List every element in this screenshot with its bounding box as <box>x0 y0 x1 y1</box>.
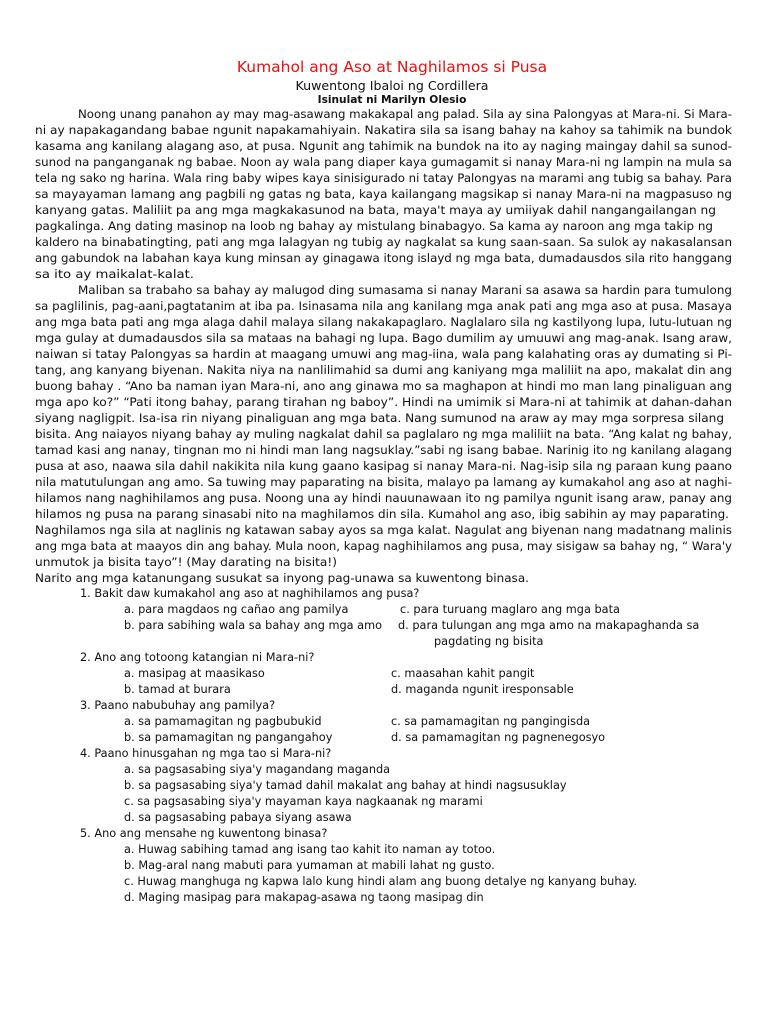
q5-option-c: c. Huwag manghuga ng kapwa lalo kung hindi alam ang buong detalye ng kanyang buhay. <box>124 875 638 888</box>
q5-option-b: b. Mag-aral nang mabuti para yumaman at mabili lahat ng gusto. <box>124 859 495 872</box>
q3-option-c: c. sa pamamagitan ng pangingisda <box>391 715 591 728</box>
story-line: siyang nagligpit. Isa-isa rin niyang pinaliguan ang mga bata. Nang sumunod na araw ay may mga sorpresa silang <box>35 411 724 425</box>
q4-option-c: c. sa pagsasabing siya'y mayaman kaya nagkaanak ng marami <box>124 795 483 808</box>
story-line: sa ito ay maikalat-kalat. <box>35 267 194 281</box>
story-title: Kumahol ang Aso at Naghilamos si Pusa <box>236 58 548 76</box>
story-line: Maliban sa trabaho sa bahay ay malugod ding sumasama si nanay Marani sa asawa sa hardin para tumulong <box>78 283 732 297</box>
q2-option-a: a. masipag at maasikaso <box>124 667 265 680</box>
q4-option-a: a. sa pagsasabing siya'y magandang maganda <box>124 763 391 776</box>
q1-option-c: c. para turuang maglaro ang mga bata <box>400 603 620 616</box>
story-line: tang, ang kanyang biyenan. Nakita niya na nanlilimahid sa dumi ang kaniyang mga maliliit na apo, makalat din ang <box>35 363 732 377</box>
question-3: 3. Paano nabubuhay ang pamilya? <box>80 699 276 712</box>
q4-option-b: b. sa pagsasabing siya'y tamad dahil makalat ang bahay at hindi nagsusuklay <box>124 779 567 792</box>
q3-option-b: b. sa pamamagitan ng pangangahoy <box>124 731 333 744</box>
story-line: sa mayayaman lamang ang pagbili ng gatas ng bata, kaya kailangang magsikap si nanay Mara-ni na magpasuso ng <box>35 187 732 201</box>
question-4: 4. Paano hinusgahan ng mga tao si Mara-ni? <box>80 747 332 760</box>
story-line: ang gabundok na labahan kaya kung minsan ay ginagawa itong islayd ng mga bata, dumadausdos sila rito hanggang <box>35 251 732 265</box>
story-line: nila matutulungan ang amo. Sa tuwing may paparating na bisita, malayo pa lamang ay kumakahol ang aso at naghi- <box>35 475 732 489</box>
story-line: bisita. Ang naiayos niyang bahay ay muling nagkalat dahil sa paglalaro ng mga maliliit na bata. “Ang kalat ng bahay, <box>35 427 732 441</box>
story-line: kaldero na binabatingting, pati ang mga lalagyan ng tubig ay nagkalat sa kung saan-saan. Sa sulok ay nakasalansan <box>35 235 733 249</box>
story-line: tela ng sako ng harina. Wala ring baby wipes kaya sinisigurado ni tatay Palongyas na marami ang tubig sa bahay. Para <box>35 171 732 185</box>
story-line: buong bahay . “Ano ba naman iyan Mara-ni, ano ang ginawa mo sa maghapon at hindi mo man lang pinaliguan ang <box>35 379 733 393</box>
question-2: 2. Ano ang totoong katangian ni Mara-ni? <box>80 651 315 664</box>
q2-option-b: b. tamad at burara <box>124 683 231 696</box>
q3-option-a: a. sa pamamagitan ng pagbubukid <box>124 715 322 728</box>
question-1: 1. Bakit daw kumakahol ang aso at naghihilamos ang pusa? <box>80 587 420 600</box>
story-author: Isinulat ni Marilyn Olesio <box>317 94 467 106</box>
question-5: 5. Ano ang mensahe ng kuwentong binasa? <box>80 827 328 840</box>
story-line: tamad kasi ang nanay, tingnan mo ni hindi man lang nagsuklay.”sabi ng isang babae. Narinig ito ng kanilang alagang <box>35 443 732 457</box>
q5-option-d: d. Maging masipag para makapag-asawa ng taong masipag din <box>124 891 484 904</box>
q5-option-a: a. Huwag sabihing tamad ang isang tao kahit ito naman ay totoo. <box>124 843 496 856</box>
q1-option-a: a. para magdaos ng cañao ang pamilya <box>124 603 349 616</box>
story-line: kasama ang kanilang alagang aso, at pusa. Ngunit ang tahimik na bundok na ito ay naging maingay dahil sa sunod- <box>35 139 732 153</box>
story-line: sa paglilinis, pag-aani,pagtatanim at iba pa. Isinasama nila ang kanilang mga anak pati ang mga aso at pusa. Masaya <box>35 299 732 313</box>
story-line: naiwan si tatay Palongyas sa hardin at maagang umuwi ang mag-iina, wala pang kalahating oras ay dumating si Pi- <box>35 347 732 361</box>
story-line: hilamos ng pusa na parang sinasabi nito na maghilamos din sila. Kumahol ang aso, ibig sabihin ay may paparating. <box>35 507 729 521</box>
story-line: ang mga bata pati ang mga alaga dahil malaya silang nakakapaglaro. Naglalaro sila ng kastilyong lupa, lutu-lutuan ng <box>35 315 732 329</box>
story-line: kanyang gatas. Maliliit pa ang mga magkakasunod na bata, maya't maya ay umiiyak dahil nangangailangan ng <box>35 203 716 217</box>
story-line: ang mga bata at maayos din ang bahay. Mula noon, kapag naghihilamos ang pusa, may sisigaw sa bahay ng, “ Wara'y <box>35 539 732 553</box>
q2-option-c: c. maasahan kahit pangit <box>391 667 535 680</box>
q1-option-d: d. para tulungan ang mga amo na makapaghanda sa <box>398 619 700 632</box>
q4-option-d: d. sa pagsasabing pabaya siyang asawa <box>124 811 352 824</box>
story-line: unmutok ja bisita tayo”! (May darating na bisita!) <box>35 555 337 569</box>
story-subtitle: Kuwentong Ibaloi ng Cordillera <box>295 78 489 93</box>
story-line: pagkalinga. Ang dating masinop na loob ng bahay ay mistulang binabagyo. Sa kama ay naroon ang mga takip ng <box>35 219 713 233</box>
q1-option-b: b. para sabihing wala sa bahay ang mga amo <box>124 619 382 632</box>
q1-option-d-cont: pagdating ng bisita <box>434 635 544 648</box>
story-line: Noong unang panahon ay may mag-asawang makakapal ang palad. Sila ay sina Palongyas at Mara-ni. Si Mara- <box>78 107 732 121</box>
story-line: sunod na panganganak ng babae. Noon ay wala pang diaper kaya gumagamit si nanay Mara-ni ng lampin na mula sa <box>35 155 732 169</box>
q2-option-d: d. maganda ngunit iresponsable <box>391 683 574 696</box>
story-line: mga gulay at dumadausdos sila sa mataas na bahagi ng lupa. Bago dumilim ay umuuwi ang mag-anak. Isang araw, <box>35 331 732 345</box>
story-line: pusa at aso, naawa sila dahil nakikita nila kung gaano kasipag si nanay Mara-ni. Nag-isip sila ng paraan kung paano <box>35 459 732 473</box>
story-line: ni ay napakagandang babae ngunit napakamahiyain. Nakatira sila sa isang bahay na kahoy sa tahimik na bundok <box>35 123 732 137</box>
story-line: mga apo ko?” “Pati itong bahay, parang tirahan ng baboy”. Hindi na umimik si Mara-ni at tahimik at dahan-dahan <box>35 395 733 409</box>
q3-option-d: d. sa pamamagitan ng pagnenegosyo <box>391 731 606 744</box>
story-line: hilamos nang naghihilamos ang pusa. Noong una ay hindi nauunawaan ito ng pamilya ngunit isang araw, panay ang <box>35 491 732 505</box>
instructions: Narito ang mga katanungang susukat sa inyong pag-unawa sa kuwentong binasa. <box>35 571 529 585</box>
story-line: Naghilamos nga sila at naglinis ng katawan sabay ayos sa mga kalat. Nagulat ang biyenan nang madatnang malinis <box>35 523 732 537</box>
